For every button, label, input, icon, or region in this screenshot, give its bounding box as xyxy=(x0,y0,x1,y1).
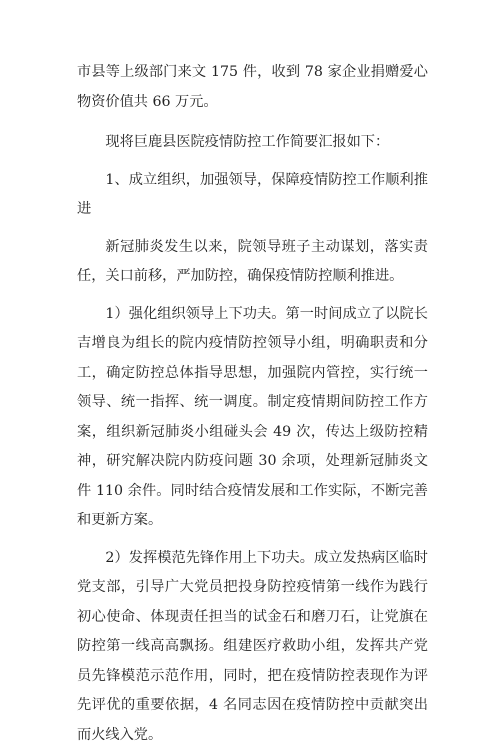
paragraph-point-2: 2）发挥模范先锋作用上下功夫。成立发热病区临时党支部，引导广大党员把投身防控疫情第一线作为践行初心使命、体现责任担当的试金石和磨刀石，让党旗在防控第一线高高飘扬。组建医疗救助小组，发挥共产党员先锋模范示范作用，同时，把在疫情防控表现作为评先评优的重要依据，4 名同志因在疫情防控中贡献突出而火线入党。 xyxy=(77,544,428,750)
paragraph-continuation: 市县等上级部门来文 175 件，收到 78 家企业捐赠爱心物资价值共 66 万元。 xyxy=(77,58,428,117)
paragraph-point-1: 1）强化组织领导上下功夫。第一时间成立了以院长吉增良为组长的院内疫情防控领导小组，明确职责和分工，确定防控总体指导思想，加强院内管控，实行统一领导、统一指挥、统一调度。制定疫情期间防控工作方案，组织新冠肺炎小组碰头会 49 次，传达上级防控精神，研究解决院内防疫问题 30 余项，处理新冠肺炎文件 110 余件。同时结合疫情发展和工作实际，不断完善和更新方案。 xyxy=(77,300,428,536)
paragraph-intro: 现将巨鹿县医院疫情防控工作简要汇报如下： xyxy=(77,128,428,158)
section-heading-1: 1、成立组织，加强领导，保障疫情防控工作顺利推进 xyxy=(77,166,428,225)
paragraph-section-1-summary: 新冠肺炎发生以来，院领导班子主动谋划，落实责任，关口前移，严加防控，确保疫情防控顺利推进。 xyxy=(77,233,428,292)
